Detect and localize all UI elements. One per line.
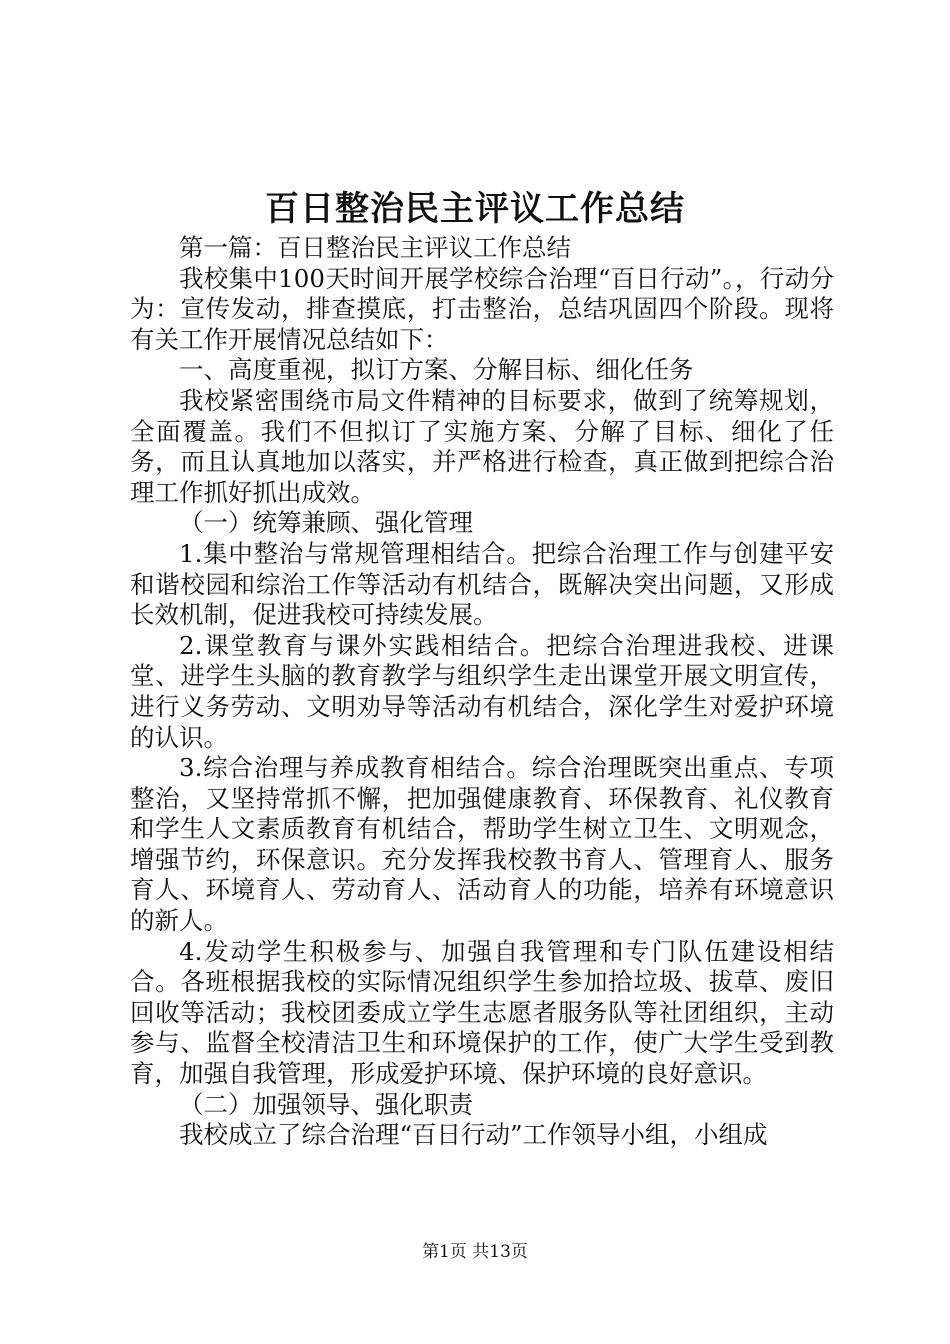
paragraph-intro: 我校集中100天时间开展学校综合治理“百日行动”。，行动分为：宣传发动，排查摸底，打击整治，总结巩固四个阶段。现将有关工作开展情况总结如下： [130,263,834,354]
paragraph-text-continued: 我校成立了综合治理“百日行动”工作领导小组，小组成 [179,1120,768,1150]
paragraph-item-3: 3.综合治理与养成教育相结合。综合治理既突出重点、专项整治，又坚持常抓不懈，把加强健康教育、环保教育、礼仪教育和学生人文素质教育有机结合，帮助学生树立卫生、文明观念，增强节约，环保意识。充分发挥我校教书育人、管理育人、服务育人、环境育人、劳动育人、活动育人的功能，培养有环境意识的新人。 [130,753,834,936]
paragraph-subheading-1: （一）统筹兼顾、强化管理 [179,508,473,538]
paragraph-section-heading: 第一篇：百日整治民主评议工作总结 [179,233,571,262]
paragraph-text: 我校紧密围绕市局文件精神的目标要求，做到了统筹规划，全面覆盖。我们不但拟订了实施方案、分解了目标、细化了任务，而且认真地加以落实，并严格进行检查，真正做到把综合治理工作抓好抓出成效。 [130,385,834,507]
paragraph-subheading-2: （二）加强领导、强化职责 [179,1089,473,1119]
page-number-footer: 第1页 共13页 [422,1242,528,1262]
paragraph-item-2: 2.课堂教育与课外实践相结合。把综合治理进我校、进课堂、进学生头脑的教育教学与组织学生走出课堂开展文明宣传，进行义务劳动、文明劝导等活动有机结合，深化学生对爱护环境的认识。 [130,630,834,752]
paragraph-item-4: 4.发动学生积极参与、加强自我管理和专门队伍建设相结合。各班根据我校的实际情况组织学生参加拾垃圾、拔草、废旧回收等活动；我校团委成立学生志愿者服务队等社团组织，主动参与、监督全校清洁卫生和环境保护的工作，使广大学生受到教育，加强自我管理，形成爱护环境、保护环境的良好意识。 [130,936,834,1089]
paragraph-item-1: 1.集中整治与常规管理相结合。把综合治理工作与创建平安和谐校园和综治工作等活动有机结合，既解决突出问题，又形成长效机制，促进我校可持续发展。 [130,538,834,630]
document-title: 百日整治民主评议工作总结 [265,189,685,229]
paragraph-heading-1: 一、高度重视，拟订方案、分解目标、细化任务 [179,355,694,385]
document-body [130,233,834,1151]
